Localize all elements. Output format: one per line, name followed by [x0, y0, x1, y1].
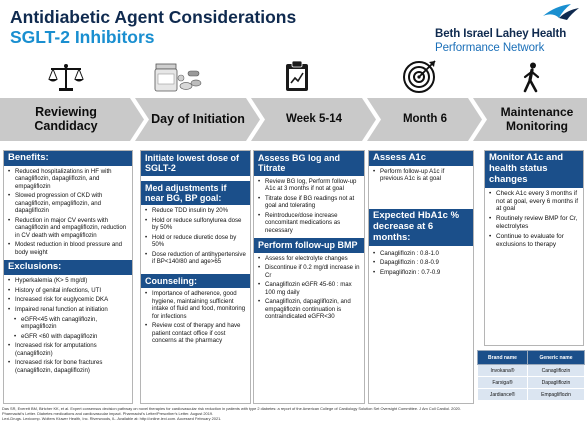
list-item: • Reduced hospitalizations in HF with canagliflozin, dapagliflozin, and empagliflozin [8, 168, 128, 190]
clipboard-icon [284, 60, 310, 92]
list-item: • Empagliflozin : 0.7-0.9 [373, 269, 469, 276]
column-day-of-initiation [140, 150, 251, 404]
stage-reviewing-candidacy: Reviewing Candidacy [34, 104, 98, 133]
bmp-list [254, 253, 364, 325]
expected-hba1c-list [369, 246, 473, 281]
table-cell: Jardiance® [478, 389, 528, 401]
table-cell: Canagliflozin [528, 365, 585, 377]
list-item: • Importance of adherence, good hygiene, maintaining sufficient intake of fluid and food, monitoring for infections [145, 290, 246, 320]
exclusions-list [4, 275, 132, 378]
list-item: • Continue to evaluate for exclusions to therapy [489, 233, 579, 249]
page-subtitle: SGLT-2 Inhibitors [10, 27, 155, 47]
logo-line-2: Performance Network [435, 42, 545, 54]
table-cell: Empagliflozin [528, 389, 585, 401]
table-header-generic: Generic name [528, 351, 585, 365]
logo-line-1: Beth Israel Lahey Health [435, 28, 567, 40]
list-item: • Titrate dose if BG readings not at goal and tolerating [258, 195, 360, 210]
logo-bird-icon [541, 2, 581, 22]
list-item: • Canagliflozin, dapagliflozin, and empagliflozin continuation is contraindicated eGFR<30 [258, 298, 360, 320]
table-row [478, 389, 585, 401]
column-week-5-14 [253, 150, 365, 404]
benefits-list [4, 166, 132, 260]
monitor-list [485, 188, 583, 253]
pill-bottle-icon [150, 58, 206, 94]
monitor-header: Monitor A1c and health status changes [485, 151, 583, 188]
list-item: • Impaired renal function at initiation [8, 306, 128, 313]
list-item: • Perform follow-up A1c if previous A1c is at goal [373, 168, 469, 183]
stage-maintenance-monitoring: Maintenance Monitoring [500, 105, 574, 133]
table-cell: Dapagliflozin [528, 377, 585, 389]
assess-a1c-header: Assess A1c [369, 151, 473, 166]
a1c-list [369, 166, 473, 187]
med-adjustments-header: Med adjustments if near BG, BP goal: [141, 181, 250, 206]
exclusions-header: Exclusions: [4, 260, 132, 275]
reference-item: Pharmacist's Letter. Diabetes medications and cardiovascular impact. Pharmacist's Letter/Prescriber's Letter. August 2019. [2, 410, 214, 416]
target-icon [402, 58, 438, 94]
list-item: • Increased risk for amputations (canagliflozin) [8, 342, 128, 357]
table-cell: Invokana® [478, 365, 528, 377]
table-header-brand: Brand name [478, 351, 528, 365]
counseling-list [141, 288, 250, 348]
table-row [478, 377, 585, 389]
references [2, 407, 472, 422]
column-month-6 [368, 150, 474, 404]
logo [421, 2, 581, 54]
column-reviewing-candidacy [3, 150, 133, 404]
list-item: • Assess for electrolyte changes [258, 255, 360, 262]
brand-generic-table [477, 350, 585, 401]
list-item: • Increased risk for euglycemic DKA [8, 296, 128, 303]
list-item: • Dapagliflozin : 0.8-0.9 [373, 259, 469, 266]
table-row [478, 365, 585, 377]
benefits-header: Benefits: [4, 151, 132, 166]
scales-icon [47, 62, 85, 92]
list-item: • History of genital infections, UTI [8, 287, 128, 294]
list-item: • Review cost of therapy and have patient contact office if cost concerns at the pharmacy [145, 322, 246, 344]
expected-hba1c-header: Expected HbA1c % decrease at 6 months: [369, 209, 473, 246]
list-item: • Increased risk for bone fractures (canagliflozin, dapagliflozin) [8, 359, 128, 374]
reference-item: Lexi-Drugs. Lexicomp. Wolters Kluwer Health, Inc. Riverwoods, IL. Available at: http://online.lexi.com. Accessed February 2021. [2, 415, 222, 421]
med-adjustments-list [141, 205, 250, 270]
initiate-header: Initiate lowest dose of SGLT-2 [141, 151, 250, 176]
list-item: • Check A1c every 3 months if not at goal, every 6 months if at goal [489, 190, 579, 213]
column-maintenance-monitoring [484, 150, 584, 346]
list-item: • Slowed progression of CKD with canagliflozin, empagliflozin, and dapagliflozin [8, 192, 128, 214]
list-item: • Routinely review BMP for Cr, electrolytes [489, 215, 579, 231]
stage-month-6: Month 6 [402, 113, 448, 126]
walking-person-icon [520, 62, 544, 94]
list-item: • Hold or reduce diuretic dose by 50% [145, 234, 246, 249]
list-item: • Review BG log, Perform follow-up A1c at 3 months if not at goal [258, 178, 360, 193]
bmp-header: Perform follow-up BMP [254, 238, 364, 252]
list-item: • Canagliflozin : 0.8-1.0 [373, 250, 469, 257]
list-item: • Reintroduce/dose increase concomitant medications as necessary [258, 212, 360, 234]
stage-week-5-14: Week 5-14 [285, 113, 343, 126]
list-item: • Discontinue if 0.2 mg/dl increase in Cr [258, 264, 360, 279]
list-item: • Reduction in major CV events with canagliflozin and empagliflozin, reduction in CV death with empagliflozin [8, 217, 128, 239]
list-item: • Dose reduction of antihypertensive if BP<140/80 and age>65 [145, 251, 246, 266]
reference-item: Das SR, Everett BM, Birtcher KK, et al. Expert consensus decision pathway on novel therapies for cardiovascular risk reduction in patients with type 2 diabetes: a report of the American College of Cardiology Solution Set Oversight Committee. J Am Coll Cardiol. 2020. [2, 406, 461, 411]
counseling-header: Counseling: [141, 274, 250, 288]
page-title: Antidiabetic Agent Considerations [10, 7, 297, 27]
list-item: • Modest reduction in blood pressure and body weight [8, 241, 128, 256]
list-item: • Hyperkalemia (K> 5 mg/dl) [8, 277, 128, 284]
stage-day-of-initiation: Day of Initiation [151, 111, 245, 126]
list-subitem: • eGFR<45 with canagliflozin, empagliflozin [14, 316, 128, 331]
titrate-list [254, 176, 364, 239]
list-item: • Canagliflozin eGFR 45-60 : max 100 mg daily [258, 281, 360, 296]
table-cell: Farxiga® [478, 377, 528, 389]
list-subitem: • eGFR <60 with dapagliflozin [14, 333, 128, 340]
list-item: • Hold or reduce sulfonylurea dose by 50% [145, 217, 246, 232]
list-item: • Reduce TDD insulin by 20% [145, 207, 246, 214]
assess-bg-header: Assess BG log and Titrate [254, 151, 364, 176]
